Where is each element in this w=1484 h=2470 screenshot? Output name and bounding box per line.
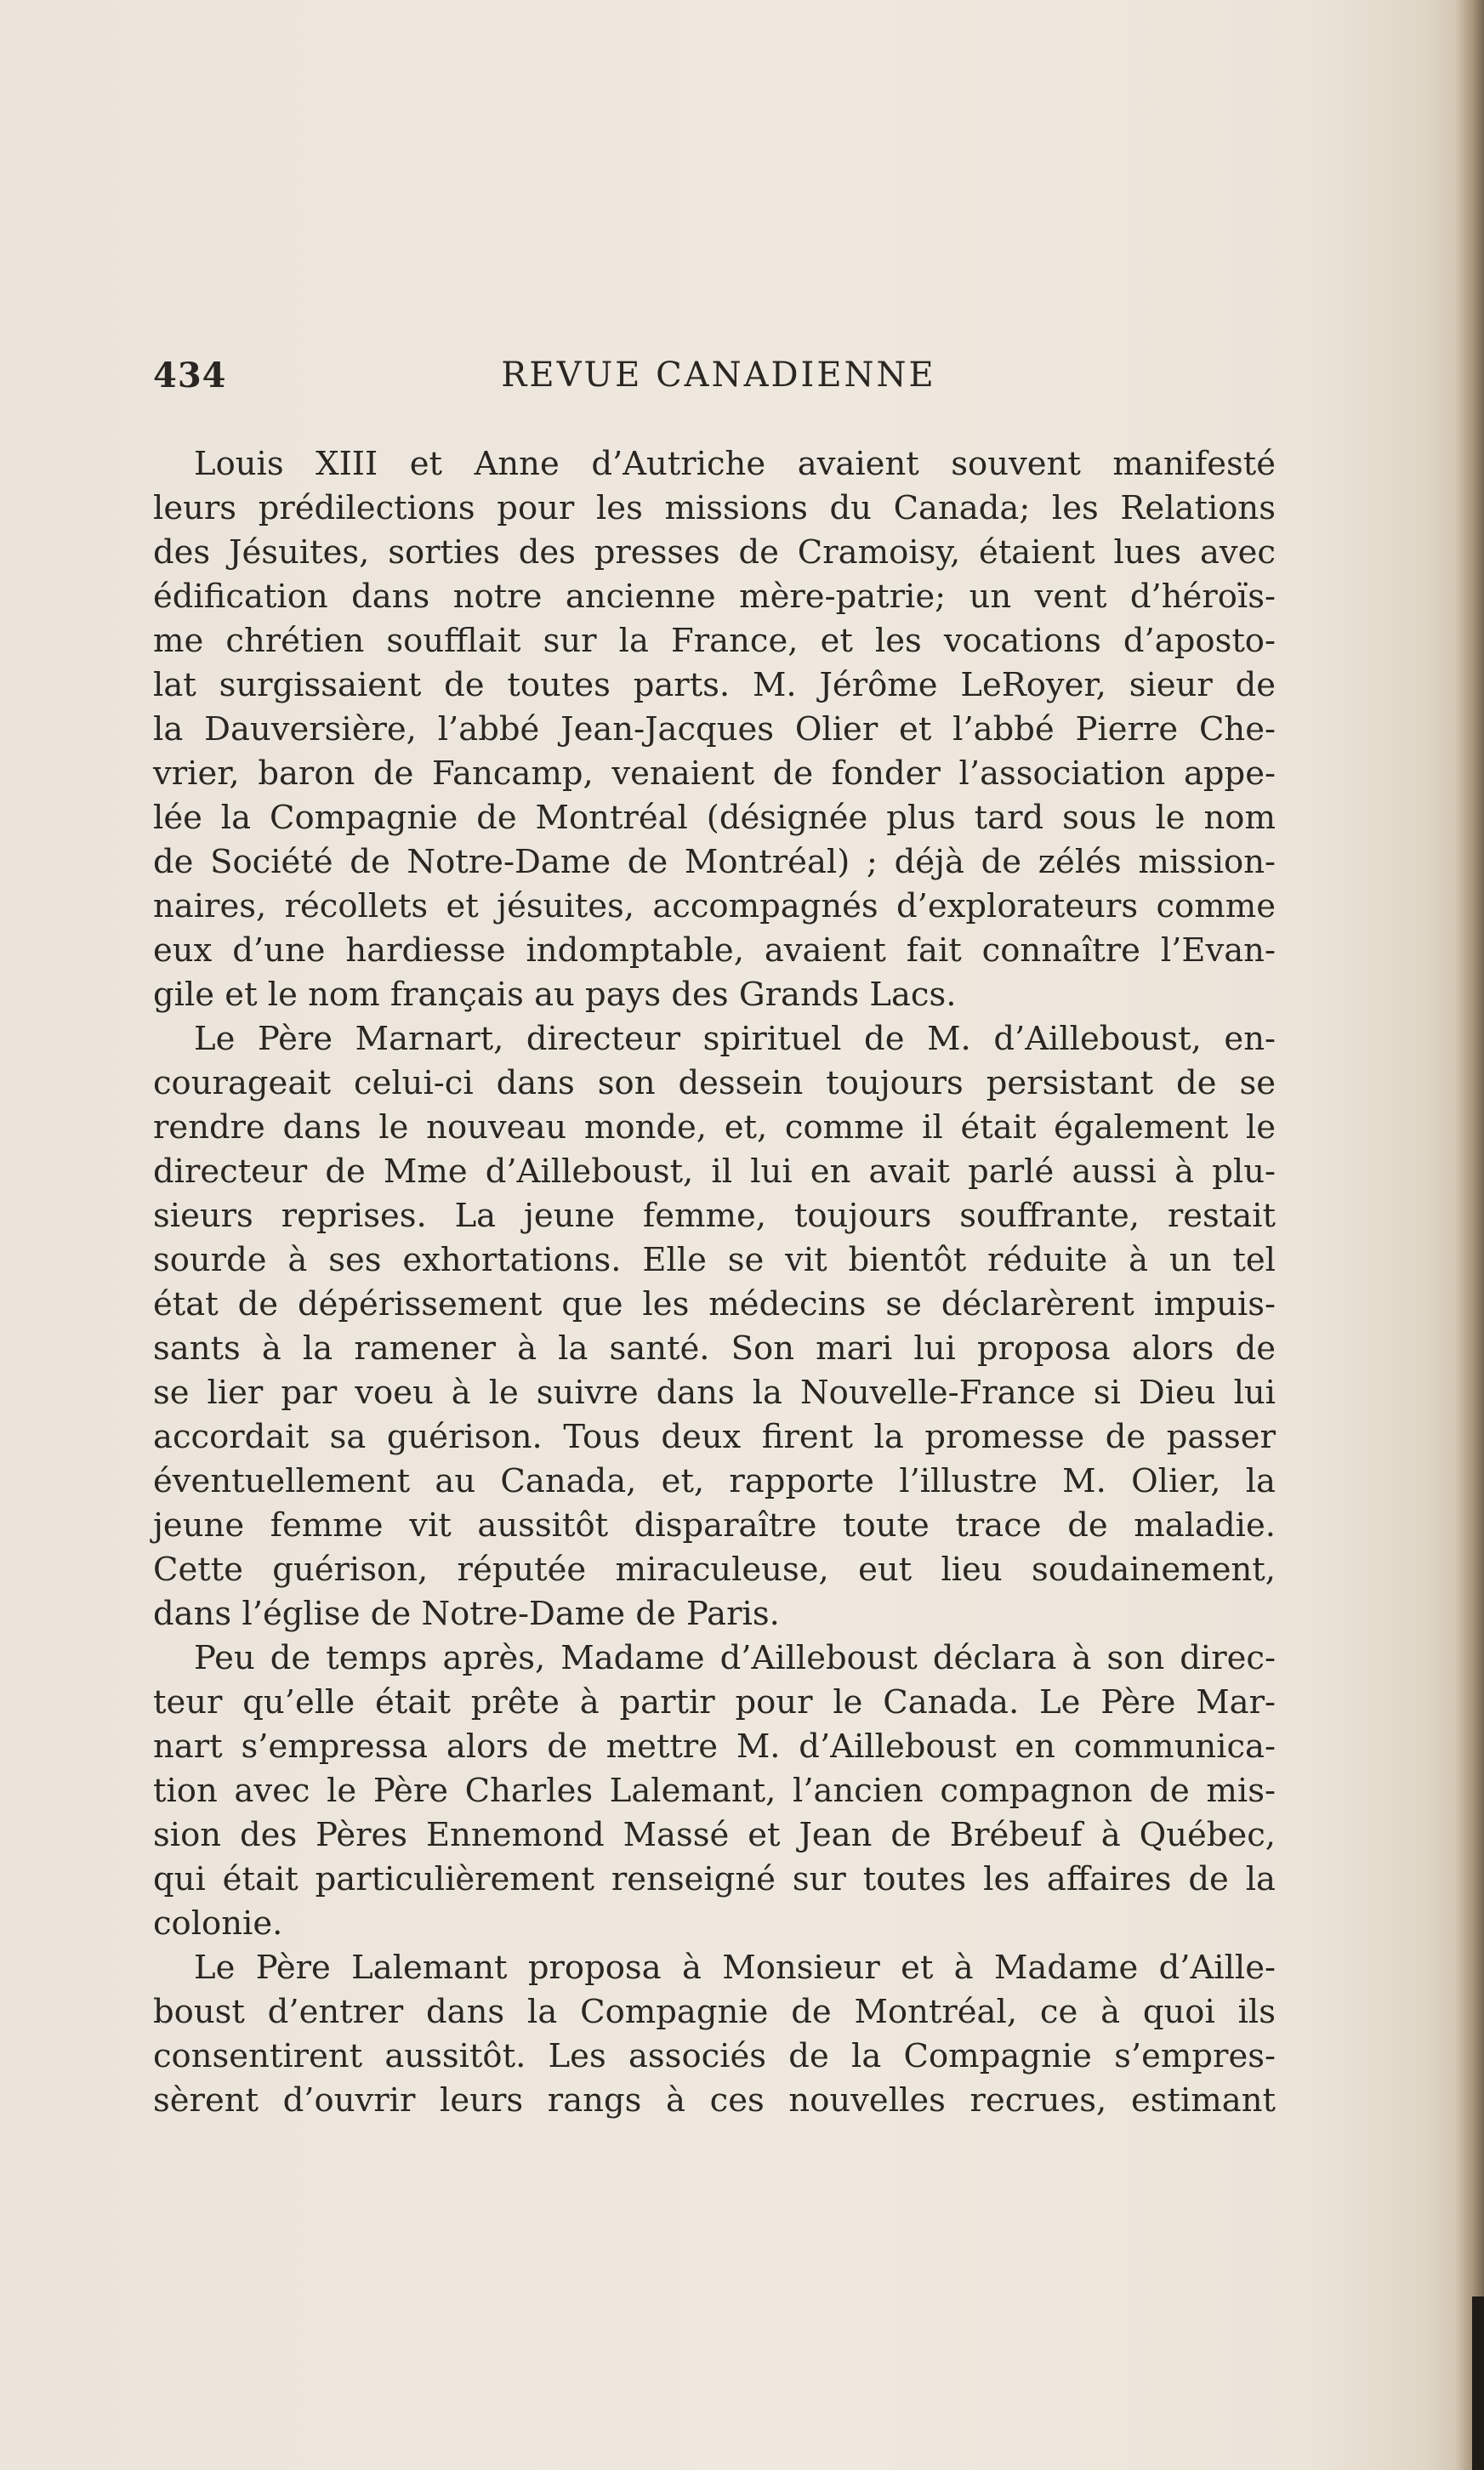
text-line: de Société de Notre-Dame de Montréal) ; déjà de zélés mission-: [153, 843, 1276, 881]
text-line: rendre dans le nouveau monde, et, comme il était également le: [153, 1108, 1276, 1147]
paragraph: [153, 442, 1276, 1017]
page-edge-shadow: [1455, 0, 1484, 2470]
text-line: Cette guérison, réputée miraculeuse, eut lieu soudainement,: [153, 1551, 1276, 1589]
body-text: [153, 442, 1276, 2123]
text-line: sion des Pères Ennemond Massé et Jean de Brébeuf à Québec,: [153, 1816, 1276, 1854]
text-line: lée la Compagnie de Montréal (désignée plus tard sous le nom: [153, 799, 1276, 837]
text-line: directeur de Mme d’Ailleboust, il lui en avait parlé aussi à plu-: [153, 1152, 1276, 1191]
text-line: nart s’empressa alors de mettre M. d’Ailleboust en communica-: [153, 1727, 1276, 1766]
text-line: sèrent d’ouvrir leurs rangs à ces nouvelles recrues, estimant: [153, 2081, 1276, 2120]
text-line: accordait sa guérison. Tous deux firent la promesse de passer: [153, 1418, 1276, 1456]
text-line: Le Père Marnart, directeur spirituel de M. d’Ailleboust, en-: [194, 1020, 1276, 1058]
binding-edge-mark: [1472, 2296, 1484, 2470]
text-line: sants à la ramener à la santé. Son mari lui proposa alors de: [153, 1329, 1276, 1368]
text-line: colonie.: [153, 1904, 283, 1943]
text-line: Louis XIII et Anne d’Autriche avaient souvent manifesté: [194, 445, 1276, 483]
text-line: eux d’une hardiesse indomptable, avaient fait connaître l’Evan-: [153, 931, 1276, 970]
text-line: Le Père Lalemant proposa à Monsieur et à Madame d’Aille-: [194, 1949, 1276, 1987]
text-line: éventuellement au Canada, et, rapporte l’illustre M. Olier, la: [153, 1462, 1276, 1500]
text-line: gile et le nom français au pays des Grands Lacs.: [153, 976, 957, 1014]
text-line: boust d’entrer dans la Compagnie de Montréal, ce à quoi ils: [153, 1993, 1276, 2031]
text-line: édification dans notre ancienne mère-patrie; un vent d’héroïs-: [153, 578, 1276, 616]
text-line: se lier par voeu à le suivre dans la Nouvelle-France si Dieu lui: [153, 1374, 1276, 1412]
text-line: jeune femme vit aussitôt disparaître toute trace de maladie.: [153, 1506, 1276, 1545]
paragraph: [153, 1017, 1276, 1636]
text-line: dans l’église de Notre-Dame de Paris.: [153, 1595, 780, 1633]
text-line: la Dauversière, l’abbé Jean-Jacques Olier et l’abbé Pierre Che-: [153, 710, 1276, 748]
text-line: vrier, baron de Fancamp, venaient de fonder l’association appe-: [153, 754, 1276, 793]
text-line: Peu de temps après, Madame d’Ailleboust déclara à son direc-: [194, 1639, 1276, 1677]
text-line: leurs prédilections pour les missions du Canada; les Relations: [153, 489, 1276, 527]
running-title: REVUE CANADIENNE: [501, 356, 936, 395]
page-header: [153, 356, 1284, 407]
text-line: sieurs reprises. La jeune femme, toujours souffrante, restait: [153, 1197, 1276, 1235]
text-line: lat surgissaient de toutes parts. M. Jérôme LeRoyer, sieur de: [153, 666, 1276, 704]
text-line: tion avec le Père Charles Lalemant, l’ancien compagnon de mis-: [153, 1772, 1276, 1810]
paragraph: [153, 1946, 1276, 2123]
text-line: sourde à ses exhortations. Elle se vit bientôt réduite à un tel: [153, 1241, 1276, 1279]
text-line: courageait celui-ci dans son dessein toujours persistant de se: [153, 1064, 1276, 1102]
text-line: me chrétien soufflait sur la France, et les vocations d’aposto-: [153, 622, 1276, 660]
text-line: qui était particulièrement renseigné sur toutes les affaires de la: [153, 1860, 1276, 1898]
text-line: des Jésuites, sorties des presses de Cramoisy, étaient lues avec: [153, 533, 1276, 572]
page-number: 434: [153, 356, 227, 396]
text-line: teur qu’elle était prête à partir pour le Canada. Le Père Mar-: [153, 1683, 1276, 1722]
text-line: état de dépérissement que les médecins se déclarèrent impuis-: [153, 1285, 1276, 1323]
paragraph: [153, 1636, 1276, 1946]
text-line: naires, récollets et jésuites, accompagnés d’explorateurs comme: [153, 887, 1276, 925]
text-line: consentirent aussitôt. Les associés de la Compagnie s’empres-: [153, 2037, 1276, 2075]
